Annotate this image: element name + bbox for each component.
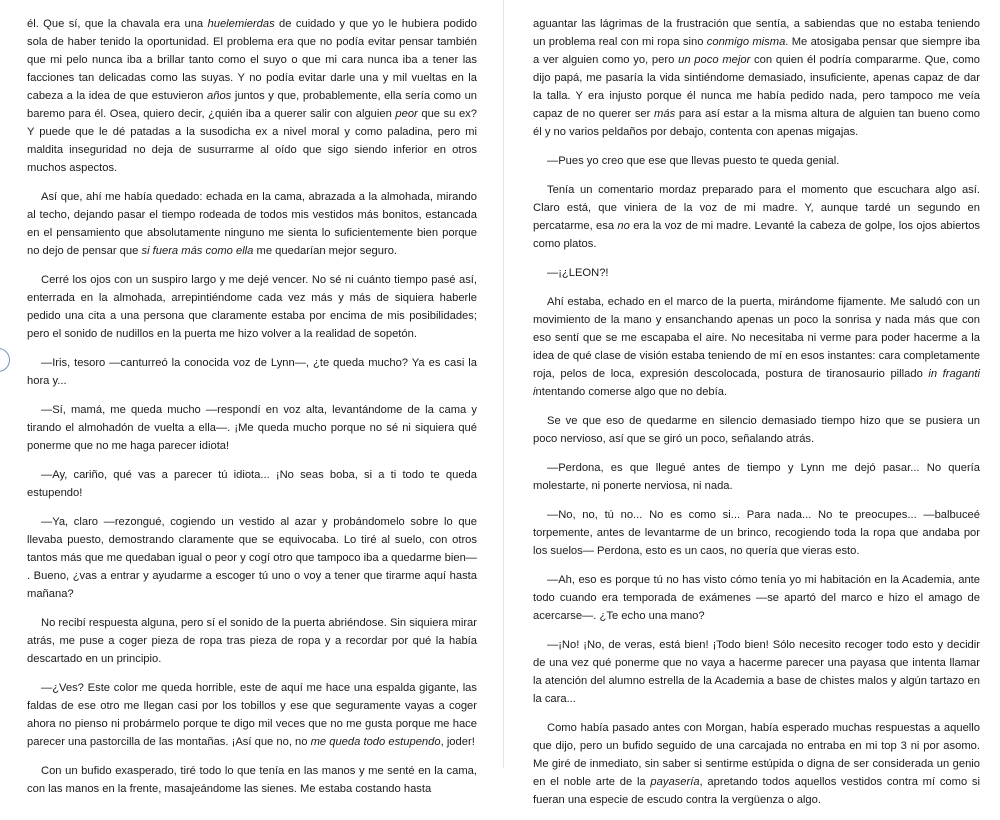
text-run: me quedarían mejor seguro.	[253, 245, 398, 257]
italic-text: años	[207, 90, 232, 102]
text-run: —Iris, tesoro —canturreó la conocida voz de Lynn—, ¿te queda mucho? Ya es casi la hora y...	[27, 357, 477, 387]
text-run: —Ya, claro —rezongué, cogiendo un vestido al azar y probándomelo sobre lo que llevaba puesto, demostrando claramente que se equivocaba. Lo tiré al suelo, con otros tantos más que me quedaban igual o peor y cogí otro que tampoco iba a quedarme bien— . Bueno, ¿vas a entrar y ayudarme a escoger tú uno o voy a tener que tirarme aquí hasta mañana?	[27, 516, 477, 600]
text-run: Cerré los ojos con un suspiro largo y me dejé vencer. No sé ni cuánto tiempo pasé así, enterrada en la almohada, arrepintiéndome cada vez más y más de siquiera haberle pedido una cita a una persona que claramente estaba por encima de mis posibilidades; pero el sonido de nudillos en la puerta me hizo volver a la realidad de sopetón.	[27, 274, 477, 340]
paragraph	[533, 571, 980, 625]
paragraph	[533, 293, 980, 401]
paragraph	[27, 15, 477, 177]
text-run: Ahí estaba, echado en el marco de la puerta, mirándome fijamente. Me saludó con un movimiento de la mano y ensanchando apenas un poco la sonrisa y nada más que con eso sentí que se me escapaba el aire. No necesitaba ni verme para poder hacerme a la idea de qué clase de visión estaba teniendo de mí en esos instantes: cara completamente roja, pelos de loca, expresión descolocada, postura de tiranosaurio pillado	[533, 296, 980, 380]
paragraph	[533, 719, 980, 809]
italic-text: huelemierdas	[207, 18, 275, 30]
right-page	[533, 15, 980, 820]
text-run: con quien él podría compararme. Que, como dijo papá, me pasaría la vida sintiéndome demasiado, insuficiente, apenas capaz de dar la talla. Y era injusto porque él nunca me había pedido nada, pero tampoco me veía capaz de no querer ser	[533, 54, 980, 120]
paragraph	[533, 636, 980, 708]
text-run: para así estar a la misma altura de alguien tan bueno como él y no varios peldaños por debajo, contenta con apenas migajas.	[533, 108, 980, 138]
paragraph	[533, 152, 980, 170]
italic-text: conmigo misma	[706, 36, 786, 48]
italic-text: no	[617, 220, 630, 232]
text-run: Como había pasado antes con Morgan, había esperado muchas respuestas a aquello que dijo, pero un bufido seguido de una carcajada no entraba en mi top 3 ni por asomo. Me giré de inmediato, sin saber si sentirme estúpida o digna de ser considerada un genio en el noble arte de la	[533, 722, 980, 788]
paragraph	[533, 181, 980, 253]
text-run: —¡¿LEON?!	[547, 267, 609, 279]
paragraph	[533, 459, 980, 495]
text-run: Tenía un comentario mordaz preparado para el momento que escuchara algo así. Claro está, que viniera de la voz de mi madre. Y, aunque tardé un segundo en percatarme, esa	[533, 184, 980, 232]
text-run: Se ve que eso de quedarme en silencio demasiado tiempo hizo que se pusiera un poco nervioso, así que se giró un poco, señalando atrás.	[533, 415, 980, 445]
previous-page-handle[interactable]	[0, 348, 10, 372]
paragraph	[27, 188, 477, 260]
text-run: —Pues yo creo que ese que llevas puesto te queda genial.	[547, 155, 840, 167]
paragraph	[27, 679, 477, 751]
text-run: —¿Ves? Este color me queda horrible, este de aquí me hace una espalda gigante, las faldas de ese otro me llegan casi por los tobillos y ese que seguramente vayas a coger ahora no pienso ni probármelo porque te digo mil veces que no me gusta porque me hace parecer una pastorcilla de las montañas. ¡Así que no, no	[27, 682, 477, 748]
paragraph	[27, 466, 477, 502]
text-run: —Ah, eso es porque tú no has visto cómo tenía yo mi habitación en la Academia, ante todo cuando era temporada de exámenes —se apartó del marco e hizo el amago de acercarse—. ¿Te echo una mano?	[533, 574, 980, 622]
text-run: —Ay, cariño, qué vas a parecer tú idiota... ¡No seas boba, si a ti todo te queda estupendo!	[27, 469, 477, 499]
italic-text: payasería	[650, 776, 700, 788]
text-run: . Me atosigaba pensar que siempre iba a ver alguien como yo, pero	[533, 36, 980, 66]
text-run: Con un bufido exasperado, tiré todo lo que tenía en las manos y me senté en la cama, con las manos en la frente, masajeándome las sienes. Me estaba costando hasta	[27, 765, 477, 795]
text-run: juntos y que, probablemente, ella sería como un baremo para él. Osea, quiero decir, ¿quién iba a querer salir con alguien	[27, 90, 478, 120]
text-run: —Sí, mamá, me queda mucho —respondí en voz alta, levantándome de la cama y tirando el almohadón de vuelta a ella—. ¡Me queda mucho porque no sé ni siquiera qué ponerme que no me haga parecer idiota!	[27, 404, 477, 452]
paragraph	[27, 614, 477, 668]
paragraph	[27, 401, 477, 455]
text-run: él. Que sí, que la chavala era una	[27, 18, 208, 30]
text-run: No recibí respuesta alguna, pero sí el sonido de la puerta abriéndose. Sin siquiera mirar atrás, me puse a coger pieza de ropa tras pieza de ropa y a recordar por qué la había descartado en un principio.	[27, 617, 477, 665]
italic-text: peor	[395, 108, 418, 120]
paragraph	[27, 513, 477, 603]
left-page	[27, 15, 477, 809]
paragraph	[533, 264, 980, 282]
paragraph	[27, 271, 477, 343]
paragraph	[533, 15, 980, 141]
italic-text: me queda todo estupendo	[310, 736, 441, 748]
text-run: —Perdona, es que llegué antes de tiempo y Lynn me dejó pasar... No quería molestarte, ni ponerte nerviosa, ni nada.	[533, 462, 980, 492]
text-run: —¡No! ¡No, de veras, está bien! ¡Todo bien! Sólo necesito recoger todo esto y decidir de una vez qué ponerme que no vaya a hacerme parecer una payasa que intenta llamar la atención del alumno estrella de la Academia a base de chistes malos y algún tartazo en la cara...	[533, 639, 980, 705]
paragraph	[533, 506, 980, 560]
page-gutter	[503, 0, 504, 768]
text-run: que su ex? Y puede que le dé patadas a la susodicha ex a nivel moral y como paladina, pero mi maldita inseguridad no deja de susurrarme al oído que sigo siendo inferior en otros muchos aspectos.	[27, 108, 477, 174]
text-run: —No, no, tú no... No es como si... Para nada... No te preocupes... —balbuceé torpemente, antes de levantarme de un brinco, recogiendo toda la ropa que andaba por los suelos— Perdona, esto es un caos, no quería que vieras esto.	[533, 509, 980, 557]
paragraph	[27, 354, 477, 390]
text-run: aguantar las lágrimas de la frustración que sentía, a sabiendas que no estaba teniendo un problema real con mi ropa sino	[533, 18, 980, 48]
text-run: ntentando comerse algo que no debía.	[535, 386, 728, 398]
paragraph	[533, 412, 980, 448]
text-run: , apretando todos aquellos vestidos contra mí como si fueran una especie de escudo contra la vergüenza o algo.	[533, 776, 981, 806]
italic-text: si fuera más como ella	[141, 245, 254, 257]
text-run: Así que, ahí me había quedado: echada en la cama, abrazada a la almohada, mirando al techo, dejando pasar el tiempo rodeada de todos mis vestidos más bonitos, estancada en el pensamiento que absolutamente ninguno me sienta lo suficientemente bien porque no dejo de pensar que	[27, 191, 477, 257]
text-run: era la voz de mi madre. Levanté la cabeza de golpe, los ojos abiertos como platos.	[533, 220, 981, 250]
text-run: , joder!	[440, 736, 475, 748]
italic-text: más	[654, 108, 676, 120]
text-run: de cuidado y que yo le hubiera podido sola de haber tenido la oportunidad. El problema era que no podía evitar pensar también que mi pelo nunca iba a brillar tanto como el suyo o que mi cara nunca iba a tener las facciones tan delicadas como las suyas. Y no podía evitar darle una y mil vueltas en la cabeza a la idea de que estuvieron	[27, 18, 477, 102]
italic-text: un poco mejor	[678, 54, 751, 66]
italic-text: in fraganti i	[533, 368, 980, 398]
